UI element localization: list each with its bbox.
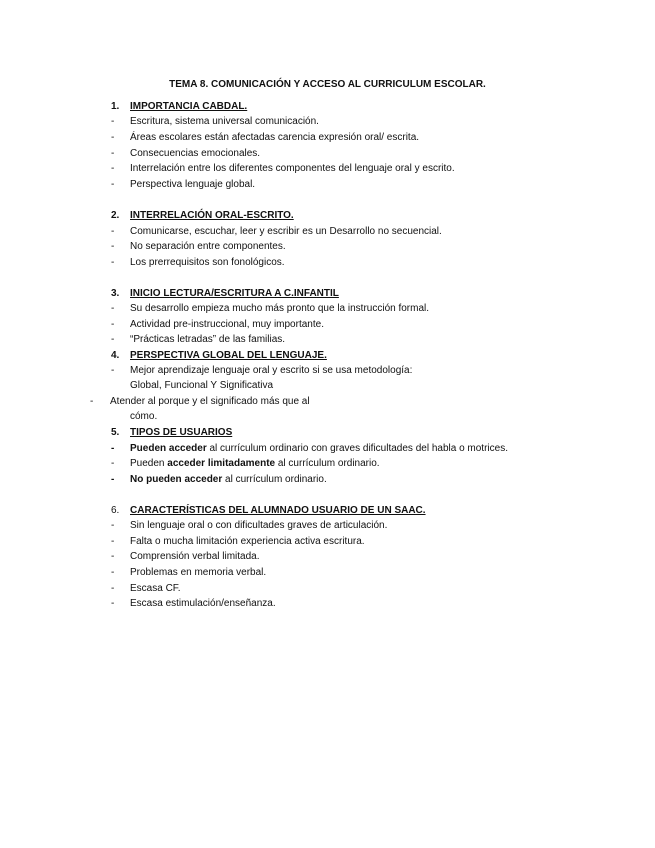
bullet-4-1: - [111, 365, 115, 376]
section-5-item-3-bold: No pueden acceder [130, 474, 223, 485]
section-1-item-4: Interrelación entre los diferentes componentes del lenguaje oral y escrito. [130, 163, 455, 174]
bullet-5-1: - [111, 443, 115, 454]
bullet-6-3: - [111, 551, 115, 562]
section-6-item-2: Falta o mucha limitación experiencia activa escritura. [130, 536, 365, 547]
bullet-1-2: - [111, 132, 115, 143]
section-4-heading: PERSPECTIVA GLOBAL DEL LENGUAJE. [130, 350, 327, 361]
section-5-item-1-rest: al currículum ordinario con graves dificultades del habla o motrices. [206, 443, 508, 454]
section-1-heading: IMPORTANCIA CABDAL. [130, 101, 248, 112]
section-6-item-5: Escasa CF. [130, 583, 181, 594]
section-4-item-1: Mejor aprendizaje lenguaje oral y escrito si se usa metodología: [130, 365, 413, 376]
section-5-item-3-rest: al currículum ordinario. [222, 474, 327, 485]
section-5-item-1-bold: Pueden acceder [130, 443, 207, 454]
section-2-item-2: No separación entre componentes. [130, 241, 286, 252]
section-6-item-4: Problemas en memoria verbal. [130, 567, 267, 578]
section-1-item-1: Escritura, sistema universal comunicación. [130, 116, 319, 127]
section-5-item-1 [130, 443, 508, 455]
bullet-6-5: - [111, 583, 115, 594]
bullet-1-4: - [111, 163, 115, 174]
section-3-item-1: Su desarrollo empieza mucho más pronto que la instrucción formal. [130, 303, 430, 314]
section-1-item-2: Áreas escolares están afectadas carencia expresión oral/ escrita. [130, 132, 420, 143]
section-4-item-1-cont: Global, Funcional Y Significativa [130, 380, 274, 391]
bullet-1-1: - [111, 116, 115, 127]
bullet-2-3: - [111, 257, 115, 268]
section-5-item-3 [130, 474, 327, 486]
bullet-5-2: - [111, 458, 115, 469]
section-5-item-2 [130, 458, 380, 470]
bullet-6-1: - [111, 520, 115, 531]
section-6-item-3: Comprensión verbal limitada. [130, 551, 260, 562]
document-title: TEMA 8. COMUNICACIÓN Y ACCESO AL CURRICULUM ESCOLAR. [169, 79, 486, 90]
section-5-heading: TIPOS DE USUARIOS [130, 427, 233, 438]
bullet-2-1: - [111, 226, 115, 237]
bullet-1-3: - [111, 148, 115, 159]
section-2-item-3: Los prerrequisitos son fonológicos. [130, 257, 285, 268]
section-6-heading: CARACTERÍSTICAS DEL ALUMNADO USUARIO DE UN SAAC. [130, 505, 426, 516]
section-4-item-2: Atender al porque y el significado más que al [110, 396, 310, 407]
bullet-5-3: - [111, 474, 115, 485]
bullet-4-2: - [90, 396, 94, 407]
section-1-item-3: Consecuencias emocionales. [130, 148, 261, 159]
bullet-3-3: - [111, 334, 115, 345]
section-3-item-3: “Prácticas letradas” de las familias. [130, 334, 286, 345]
bullet-2-2: - [111, 241, 115, 252]
bullet-1-5: - [111, 179, 115, 190]
section-5-item-2-pre: Pueden [130, 458, 168, 469]
bullet-6-6: - [111, 598, 115, 609]
section-5-item-2-rest: al currículum ordinario. [275, 458, 380, 469]
section-2-number: 2. [111, 210, 120, 221]
section-6-item-6: Escasa estimulación/enseñanza. [130, 598, 276, 609]
section-3-heading: INICIO LECTURA/ESCRITURA A C.INFANTIL [130, 288, 339, 299]
bullet-3-1: - [111, 303, 115, 314]
section-3-number: 3. [111, 288, 120, 299]
section-5-number: 5. [111, 427, 120, 438]
section-2-heading: INTERRELACIÓN ORAL-ESCRITO. [130, 210, 294, 221]
bullet-6-4: - [111, 567, 115, 578]
section-6-item-1: Sin lenguaje oral o con dificultades graves de articulación. [130, 520, 388, 531]
section-6-number: 6. [111, 505, 120, 516]
section-1-item-5: Perspectiva lenguaje global. [130, 179, 256, 190]
section-4-number: 4. [111, 350, 120, 361]
section-5-item-2-bold: acceder limitadamente [167, 458, 276, 469]
section-3-item-2: Actividad pre-instruccional, muy importante. [130, 319, 324, 330]
section-4-item-2-cont: cómo. [130, 411, 158, 422]
bullet-6-2: - [111, 536, 115, 547]
section-2-item-1: Comunicarse, escuchar, leer y escribir es un Desarrollo no secuencial. [130, 226, 442, 237]
section-1-number: 1. [111, 101, 120, 112]
bullet-3-2: - [111, 319, 115, 330]
